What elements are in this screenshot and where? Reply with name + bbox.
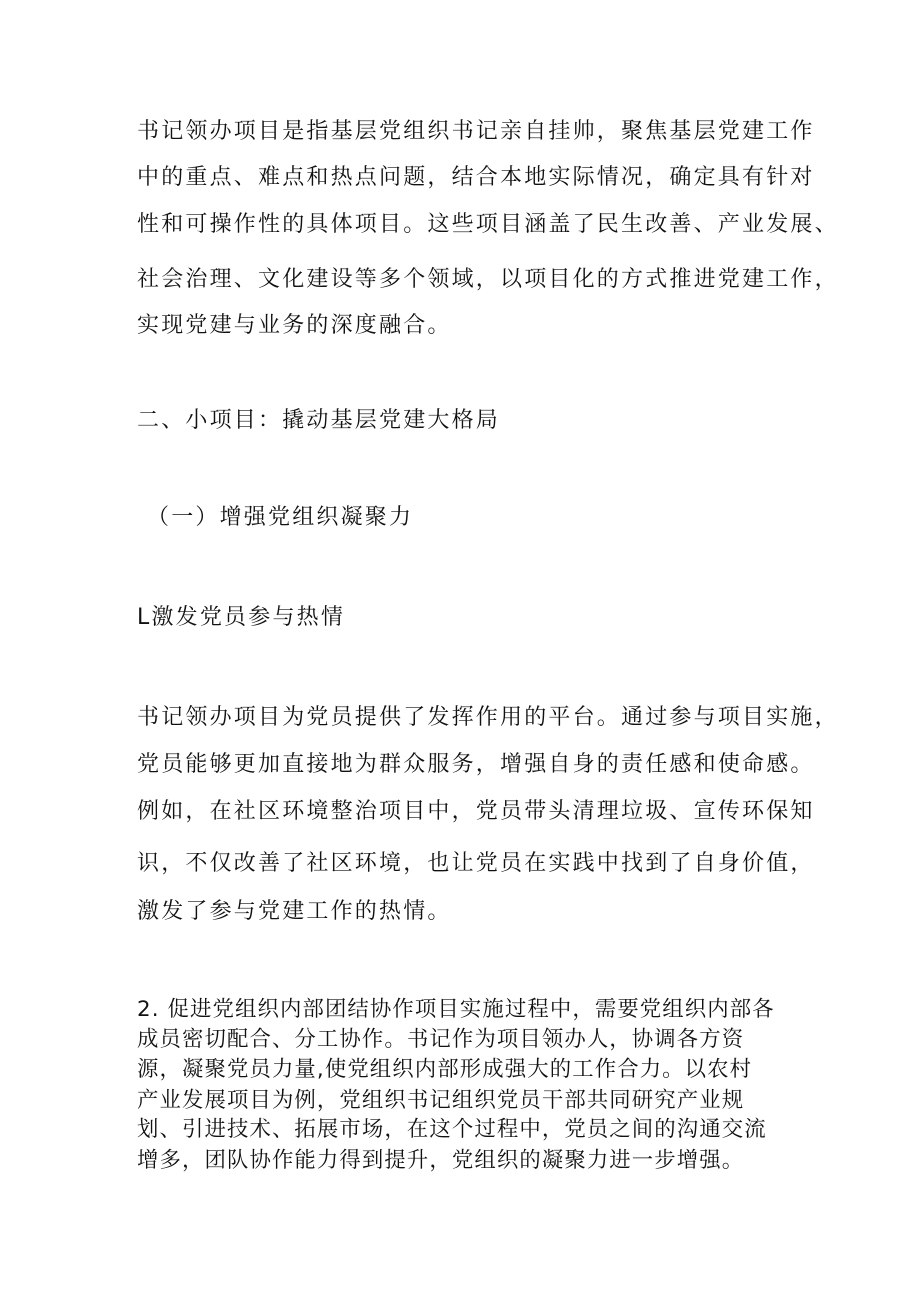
paragraph-1-line-2: 中的重点、难点和热点问题，结合本地实际情况，确定具有针对 [137,165,815,190]
paragraph-2-line-2: 党员能够更加直接地为群众服务，增强自身的责任感和使命感。 [137,752,815,777]
paragraph-1-line-4: 社会治理、文化建设等多个领域，以项目化的方式推进党建工作， [137,267,839,292]
paragraph-1-line-5: 实现党建与业务的深度融合。 [137,313,452,338]
paragraph-3-line-2: 成员密切配合、分工协作。书记作为项目领办人，协调各方资 [137,1027,745,1052]
paragraph-3-line-4: 产业发展项目为例，党组织书记组织党员干部共同研究产业规 [137,1088,745,1113]
paragraph-3-line-1: 2. 促进党组织内部团结协作项目实施过程中，需要党组织内部各 [137,997,775,1022]
section-heading: 二、小项目：撬动基层党建大格局 [137,408,501,433]
paragraph-1-line-3: 性和可操作性的具体项目。这些项目涵盖了民生改善、产业发展、 [137,212,839,237]
paragraph-1-line-1: 书记领办项目是指基层党组织书记亲自挂帅，聚焦基层党建工作 [137,119,815,144]
item-1-title: L激发党员参与热情 [137,605,346,630]
paragraph-3-line-5: 划、引进技术、拓展市场，在这个过程中，党员之间的沟通交流 [137,1117,767,1142]
paragraph-2-line-4: 识，不仅改善了社区环境，也让党员在实践中找到了自身价值， [137,851,815,876]
paragraph-2-line-3: 例如，在社区环境整治项目中，党员带头清理垃圾、宣传环保知 [137,799,815,824]
paragraph-3-line-6: 增多，团队协作能力得到提升，党组织的凝聚力进一步增强。 [137,1148,745,1173]
paragraph-2-line-1: 书记领办项目为党员提供了发挥作用的平台。通过参与项目实施， [137,705,839,730]
paragraph-3-line-3: 源，凝聚党员力量,使党组织内部形成强大的工作合力。以农村 [137,1057,753,1082]
subsection-heading: （一）增强党组织凝聚力 [147,505,414,530]
paragraph-2-line-5: 激发了参与党建工作的热情。 [137,899,452,924]
